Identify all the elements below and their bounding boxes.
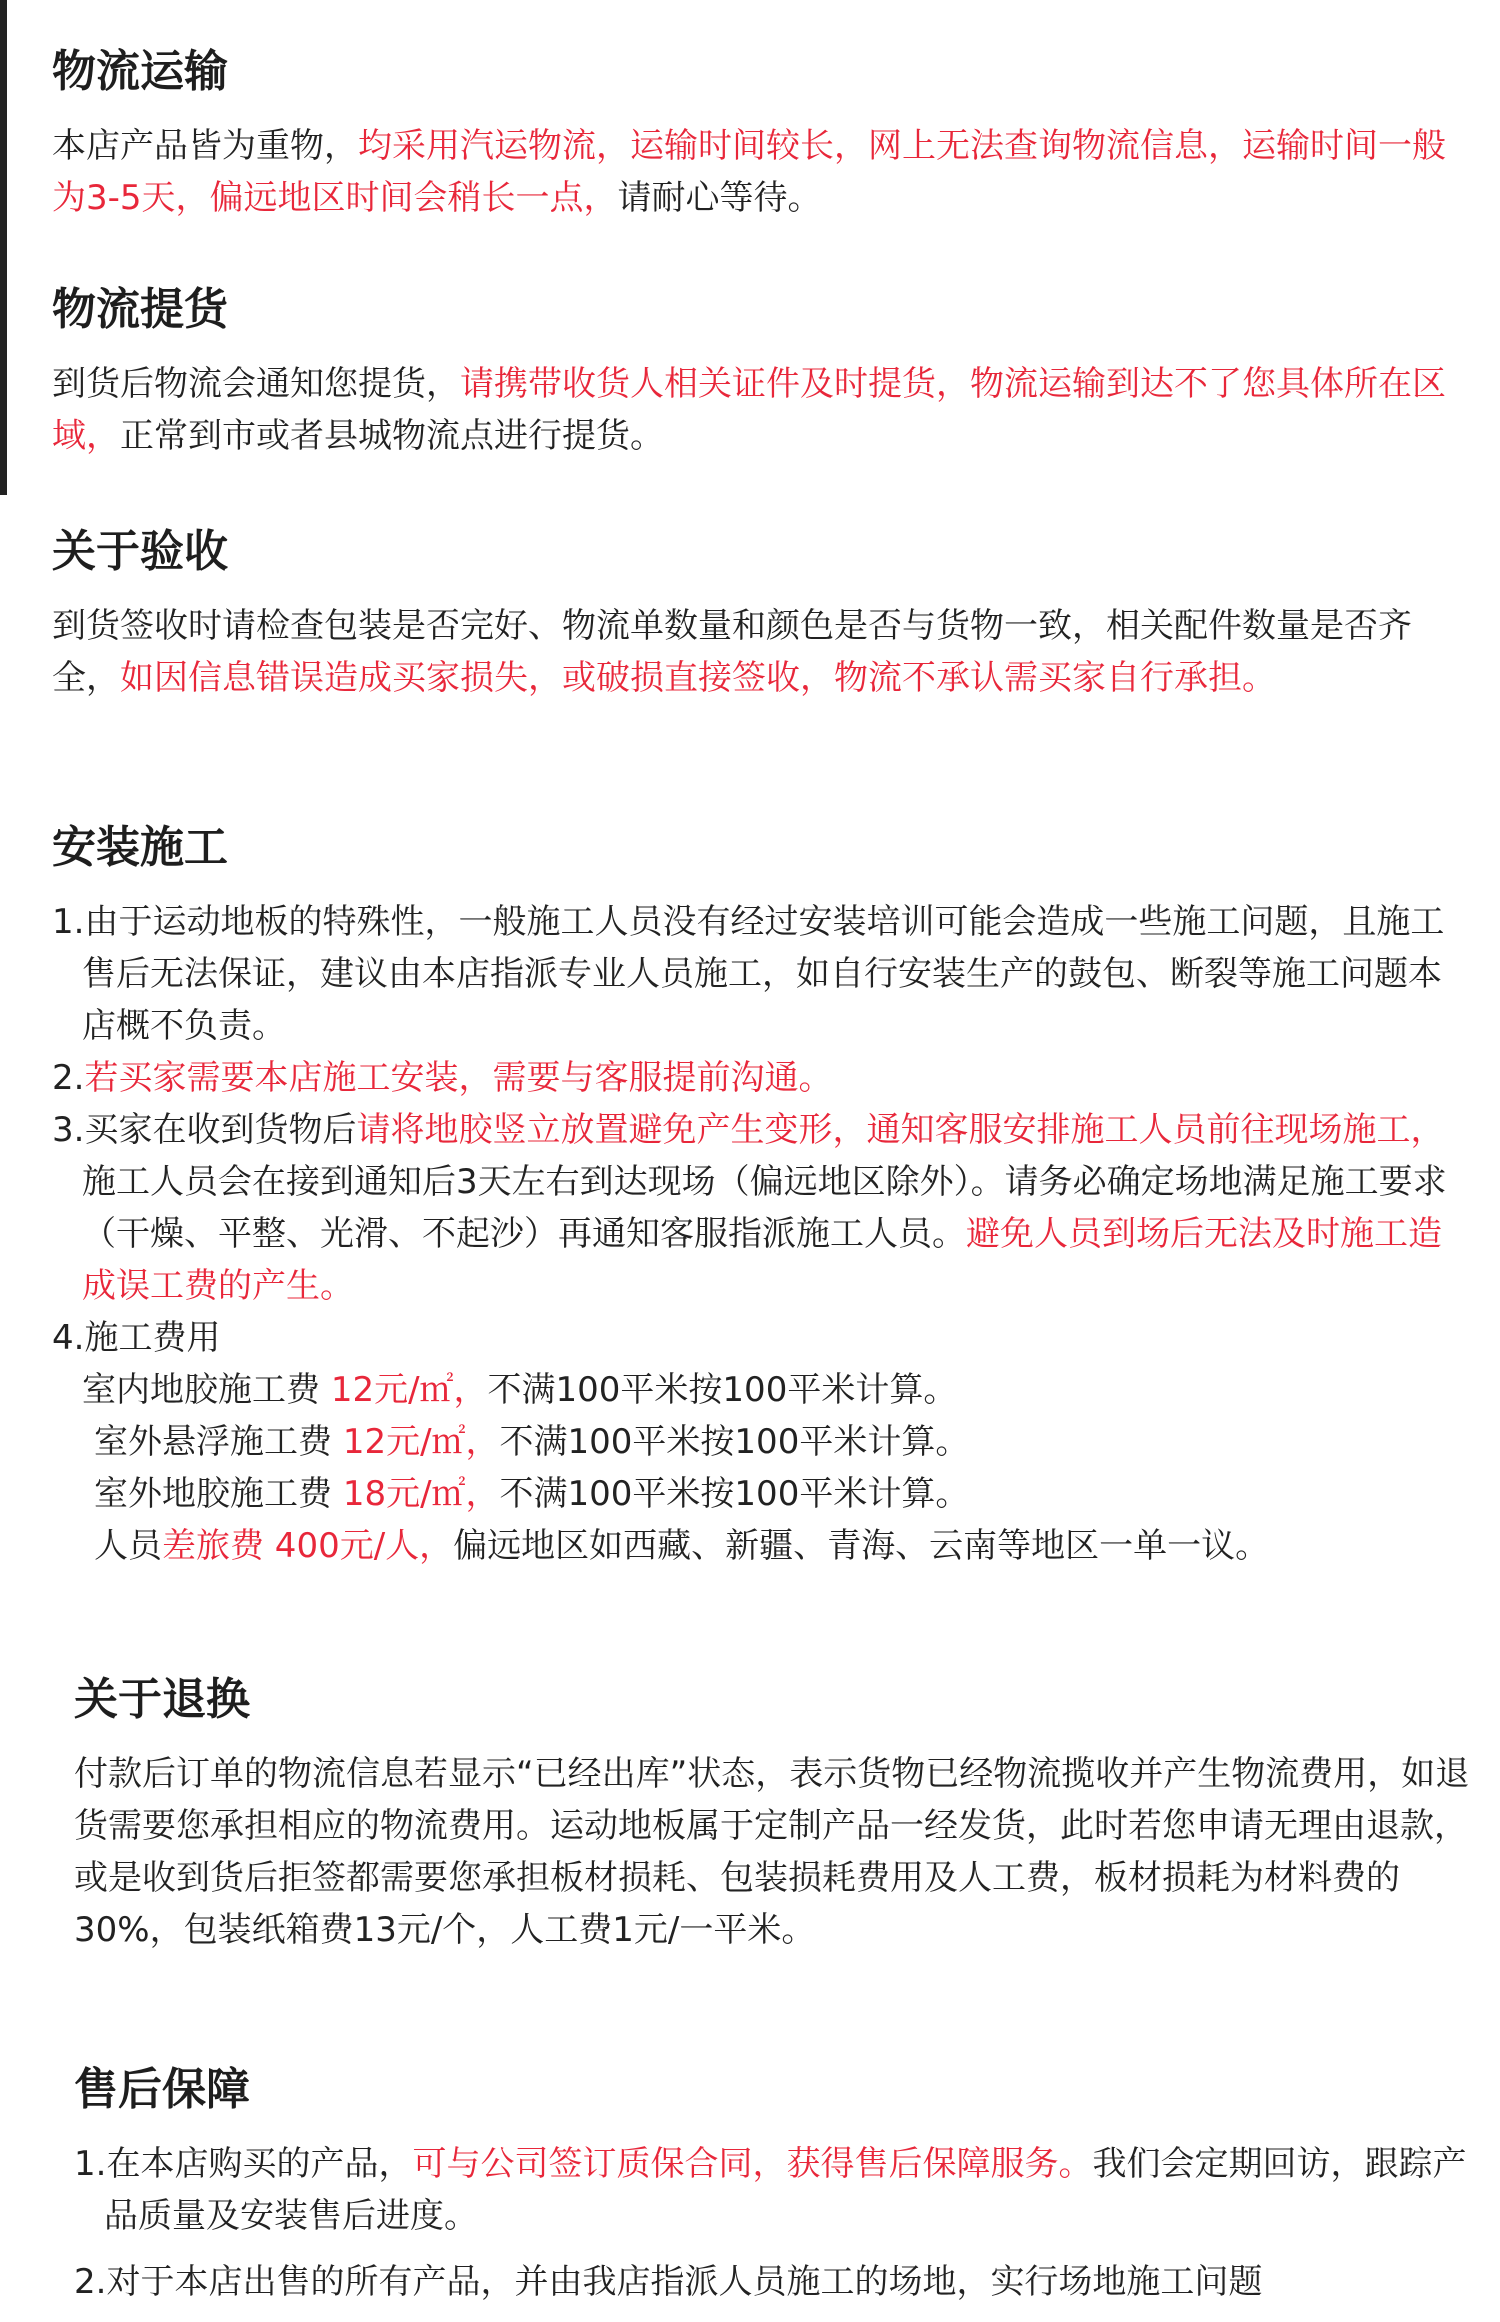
list-item <box>52 1312 1452 1364</box>
fee-list <box>52 1364 1452 1572</box>
text-span: 请耐心等待。 <box>617 178 822 218</box>
text-span: 正常到市或者县城物流点进行提货。 <box>120 416 664 456</box>
text-span: 2. <box>52 1058 85 1098</box>
fee-price: 12元/㎡， <box>342 1422 500 1462</box>
highlight-span: 请携带收货人相关证件及时提货，物流运输到达不了您具体所在区域， <box>52 364 1446 456</box>
text-span: 2.对于本店出售的所有产品，并由我店指派人员施工的场地，实行场地施工问题 <box>74 2262 1263 2302</box>
text-span: 1.在本店购买的产品， <box>74 2144 413 2184</box>
section-heading: 物流运输 <box>52 46 228 97</box>
highlight-span: 请将地胶竖立放置避免产生变形，通知客服安排施工人员前往现场施工， <box>356 1110 1445 1150</box>
highlight-span: 避免人员到场后无法及时施工造成误工费的产生。 <box>82 1214 1442 1306</box>
text-span: 偏远地区如西藏、新疆、青海、云南等地区一单一议。 <box>453 1526 1270 1566</box>
text-span: 室外地胶施工费 <box>94 1474 343 1514</box>
fee-row <box>82 1416 1452 1468</box>
text-span: 1.由于运动地板的特殊性，一般施工人员没有经过安装培训可能会造成一些施工问题，且施工售后无法保证，建议由本店指派专业人员施工，如自行安装生产的鼓包、断裂等施工问题本店概不负责。 <box>52 902 1445 1046</box>
fee-price: 18元/㎡， <box>342 1474 500 1514</box>
section-heading: 物流提货 <box>52 284 228 335</box>
fee-row <box>82 1468 1452 1520</box>
highlight-span: 如因信息错误造成买家损失，或破损直接签收，物流不承认需买家自行承担。 <box>120 658 1276 698</box>
list-item <box>74 2256 1474 2308</box>
fee-row <box>82 1364 1452 1416</box>
after-sales-list <box>74 2138 1474 2308</box>
list-item <box>52 1052 1452 1104</box>
fee-price: 12元/㎡， <box>330 1370 488 1410</box>
highlight-span: 均采用汽运物流，运输时间较长，网上无法查询物流信息，运输时间一般为3-5天，偏远地区时间会稍长一点， <box>52 126 1446 218</box>
text-span: 我们会定期回访，跟踪产品质量及安装售后进度。 <box>104 2144 1467 2236</box>
highlight-span: 若买家需要本店施工安装，需要与客服提前沟通。 <box>84 1058 833 1098</box>
list-item <box>74 2138 1474 2242</box>
list-item <box>52 896 1452 1052</box>
list-item <box>52 1104 1452 1312</box>
fee-price: 差旅费 400元/人， <box>162 1526 454 1566</box>
section-installation <box>52 818 1452 1572</box>
section-paragraph <box>52 358 1452 462</box>
section-after-sales <box>74 2060 1474 2308</box>
text-span: 不满100平米按100平米计算。 <box>499 1422 970 1462</box>
section-heading: 售后保障 <box>74 2064 250 2115</box>
section-heading: 关于退换 <box>74 1674 250 1725</box>
text-span: 室内地胶施工费 <box>82 1370 331 1410</box>
text-span: 到货后物流会通知您提货， <box>52 364 460 404</box>
highlight-span: 可与公司签订质保合同，获得售后保障服务。 <box>412 2144 1093 2184</box>
section-heading: 关于验收 <box>52 526 228 577</box>
section-returns <box>74 1670 1474 1956</box>
fee-row <box>82 1520 1452 1572</box>
installation-list <box>52 896 1452 1572</box>
section-logistics-transport <box>52 42 1452 224</box>
text-span: 不满100平米按100平米计算。 <box>487 1370 958 1410</box>
section-heading: 安装施工 <box>52 822 228 873</box>
section-paragraph <box>74 1748 1474 1956</box>
section-logistics-pickup <box>52 280 1452 462</box>
text-span: 人员 <box>94 1526 162 1566</box>
text-span: 4.施工费用 <box>52 1318 221 1358</box>
section-inspection <box>52 522 1452 704</box>
text-span: 3.买家在收到货物后 <box>52 1110 357 1150</box>
text-span: 室外悬浮施工费 <box>94 1422 343 1462</box>
text-span: 到货签收时请检查包装是否完好、物流单数量和颜色是否与货物一致，相关配件数量是否齐全， <box>52 606 1412 698</box>
section-paragraph <box>52 120 1452 224</box>
text-span: 本店产品皆为重物， <box>52 126 358 166</box>
left-accent-bar <box>0 0 7 495</box>
text-span: 不满100平米按100平米计算。 <box>499 1474 970 1514</box>
text-span: 付款后订单的物流信息若显示“已经出库”状态，表示货物已经物流揽收并产生物流费用，如退货需要您承担相应的物流费用。运动地板属于定制产品一经发货，此时若您申请无理由退款，或是收到货后拒签都需要您承担板材损耗、包装损耗费用及人工费，板材损耗为材料费的30%，包装纸箱费13元/个，人工费1元/一平米。 <box>74 1754 1470 1950</box>
text-span: 施工人员会在接到通知后3天左右到达现场（偏远地区除外）。请务必确定场地满足施工要求（干燥、平整、光滑、不起沙）再通知客服指派施工人员。 <box>82 1162 1447 1254</box>
section-paragraph <box>52 600 1452 704</box>
